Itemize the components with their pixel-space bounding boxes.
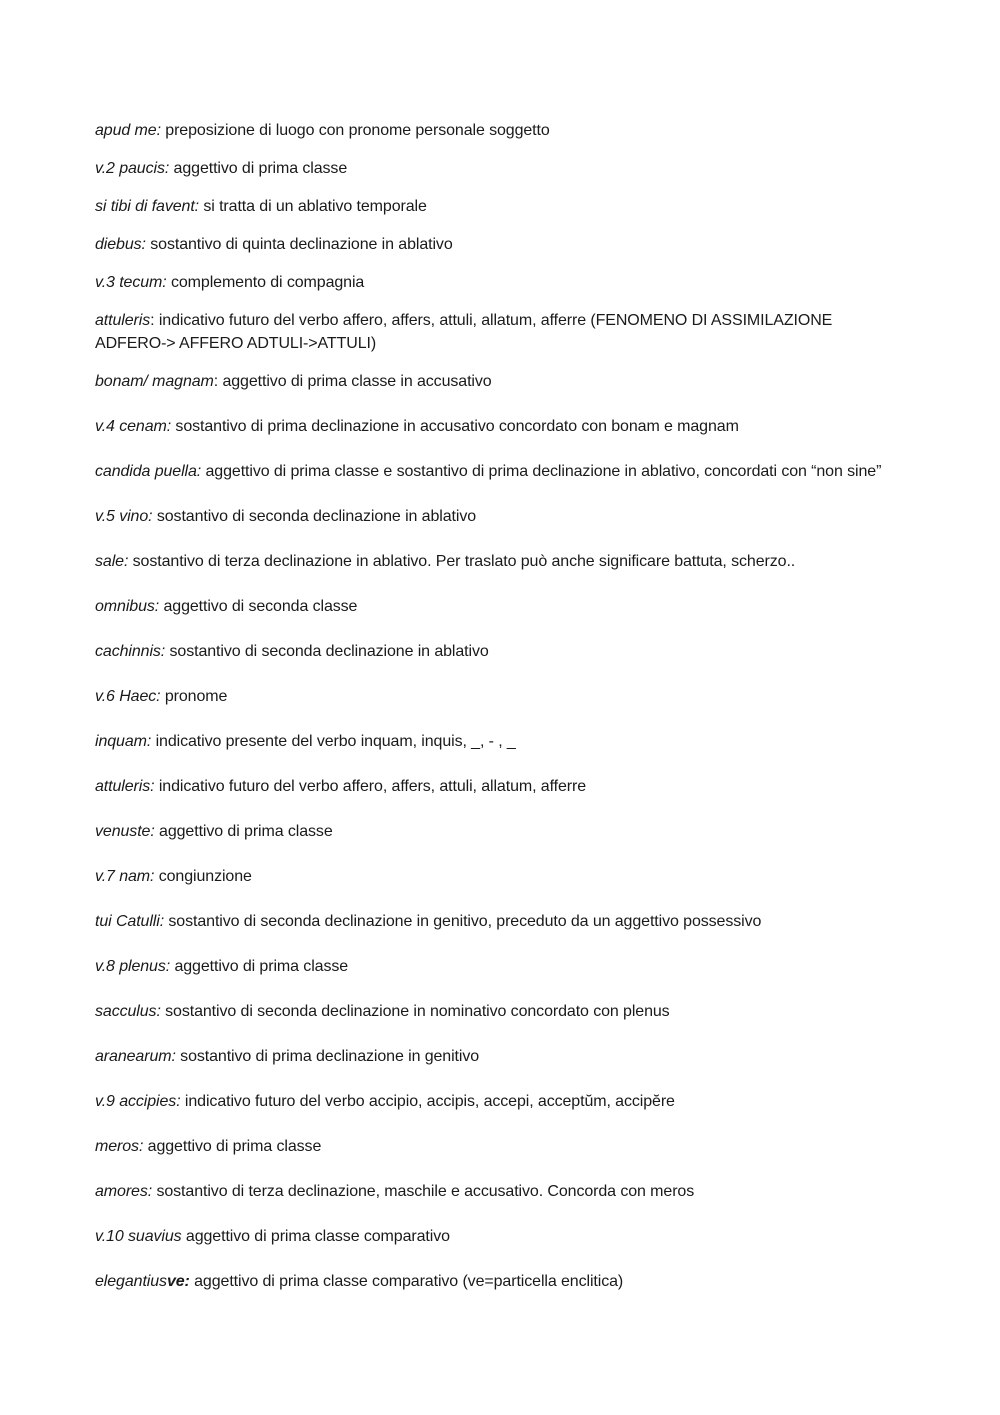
entry-term: v.4 cenam: bbox=[95, 418, 172, 435]
glossary-entry bbox=[95, 730, 905, 753]
entry-term: omnibus: bbox=[95, 598, 160, 615]
glossary-entry bbox=[95, 1045, 905, 1068]
entry-term: candida puella: bbox=[95, 463, 202, 480]
entry-term: bonam/ magnam bbox=[95, 373, 214, 390]
entry-term: diebus: bbox=[95, 236, 146, 253]
entry-term: sale: bbox=[95, 553, 129, 570]
entry-description: sostantivo di seconda declinazione in ablativo bbox=[152, 508, 477, 525]
entry-description: : aggettivo di prima classe in accusativo bbox=[213, 373, 492, 390]
entry-term: v.10 suavius bbox=[95, 1228, 182, 1245]
entry-term: attuleris bbox=[95, 312, 151, 329]
glossary-entry bbox=[95, 157, 905, 180]
entry-description: sostantivo di quinta declinazione in ablativo bbox=[145, 236, 453, 253]
glossary-entry bbox=[95, 415, 905, 438]
entry-description: congiunzione bbox=[154, 868, 252, 885]
entry-description: aggettivo di prima classe bbox=[143, 1138, 322, 1155]
glossary-entry bbox=[95, 820, 905, 843]
entry-term: v.9 accipies: bbox=[95, 1093, 181, 1110]
glossary-entry bbox=[95, 1180, 905, 1203]
glossary-entry bbox=[95, 460, 905, 483]
entry-description: indicativo presente del verbo inquam, inquis, _, - , _ bbox=[151, 733, 516, 750]
entry-term: inquam: bbox=[95, 733, 152, 750]
glossary-entry bbox=[95, 119, 905, 142]
glossary-entry bbox=[95, 370, 905, 393]
entry-description: aggettivo di prima classe comparativo bbox=[181, 1228, 450, 1245]
entry-description: sostantivo di seconda declinazione in nominativo concordato con plenus bbox=[160, 1003, 670, 1020]
entry-description: sostantivo di terza declinazione, maschile e accusativo. Concorda con meros bbox=[152, 1183, 695, 1200]
entry-term: si tibi di favent: bbox=[95, 198, 200, 215]
entry-description: : indicativo futuro del verbo affero, affers, attuli, allatum, afferre (FENOMENO DI ASSIMILAZIONE ADFERO-> AFFERO ADTULI->ATTULI) bbox=[95, 312, 833, 352]
entry-term: venuste: bbox=[95, 823, 155, 840]
glossary-entry bbox=[95, 1090, 905, 1113]
entry-term: amores: bbox=[95, 1183, 153, 1200]
glossary-entry bbox=[95, 1270, 905, 1293]
entry-term: v.2 paucis: bbox=[95, 160, 170, 177]
entry-description: sostantivo di terza declinazione in ablativo. Per traslato può anche significare battuta, scherzo.. bbox=[128, 553, 796, 570]
glossary-entry bbox=[95, 505, 905, 528]
glossary-entry bbox=[95, 550, 905, 573]
entry-term-stem: elegantius bbox=[95, 1273, 167, 1290]
entry-term: meros: bbox=[95, 1138, 144, 1155]
glossary-entry bbox=[95, 595, 905, 618]
entry-term: aranearum: bbox=[95, 1048, 176, 1065]
entry-term bbox=[95, 1273, 190, 1290]
glossary-entry bbox=[95, 195, 905, 218]
entry-term: v.8 plenus: bbox=[95, 958, 171, 975]
entry-term: tui Catulli: bbox=[95, 913, 165, 930]
entry-description: aggettivo di prima classe comparativo (ve=particella enclitica) bbox=[189, 1273, 624, 1290]
entry-description: aggettivo di seconda classe bbox=[159, 598, 358, 615]
entry-description: aggettivo di prima classe bbox=[170, 958, 349, 975]
entry-term: v.3 tecum: bbox=[95, 274, 167, 291]
entry-description: sostantivo di prima declinazione in genitivo bbox=[175, 1048, 480, 1065]
entry-description: aggettivo di prima classe bbox=[154, 823, 333, 840]
glossary-entry bbox=[95, 865, 905, 888]
glossary-entry bbox=[95, 271, 905, 294]
glossary-entry bbox=[95, 233, 905, 256]
entry-description: indicativo futuro del verbo accipio, accipis, accepi, acceptŭm, accipĕre bbox=[180, 1093, 675, 1110]
glossary-list bbox=[95, 119, 905, 1293]
glossary-entry bbox=[95, 1135, 905, 1158]
glossary-entry bbox=[95, 955, 905, 978]
entry-term: v.7 nam: bbox=[95, 868, 155, 885]
entry-description: sostantivo di seconda declinazione in genitivo, preceduto da un aggettivo possessivo bbox=[164, 913, 762, 930]
entry-term: sacculus: bbox=[95, 1003, 161, 1020]
entry-description: preposizione di luogo con pronome personale soggetto bbox=[160, 122, 550, 139]
entry-description: si tratta di un ablativo temporale bbox=[199, 198, 427, 215]
entry-description: sostantivo di prima declinazione in accusativo concordato con bonam e magnam bbox=[171, 418, 739, 435]
entry-description: indicativo futuro del verbo affero, affers, attuli, allatum, afferre bbox=[154, 778, 587, 795]
entry-term: apud me: bbox=[95, 122, 161, 139]
entry-description: sostantivo di seconda declinazione in ablativo bbox=[165, 643, 489, 660]
glossary-entry bbox=[95, 309, 905, 355]
entry-description: pronome bbox=[160, 688, 228, 705]
glossary-entry bbox=[95, 1225, 905, 1248]
entry-description: aggettivo di prima classe e sostantivo di prima declinazione in ablativo, concordati con “non sine” bbox=[201, 463, 882, 480]
glossary-entry bbox=[95, 775, 905, 798]
glossary-entry bbox=[95, 685, 905, 708]
entry-term: v.6 Haec: bbox=[95, 688, 161, 705]
glossary-entry bbox=[95, 1000, 905, 1023]
entry-term: attuleris: bbox=[95, 778, 155, 795]
entry-description: complemento di compagnia bbox=[166, 274, 365, 291]
glossary-entry bbox=[95, 640, 905, 663]
glossary-entry bbox=[95, 910, 905, 933]
entry-term-enclitic: ve: bbox=[166, 1273, 190, 1290]
entry-description: aggettivo di prima classe bbox=[169, 160, 348, 177]
entry-term: cachinnis: bbox=[95, 643, 166, 660]
entry-term: v.5 vino: bbox=[95, 508, 153, 525]
